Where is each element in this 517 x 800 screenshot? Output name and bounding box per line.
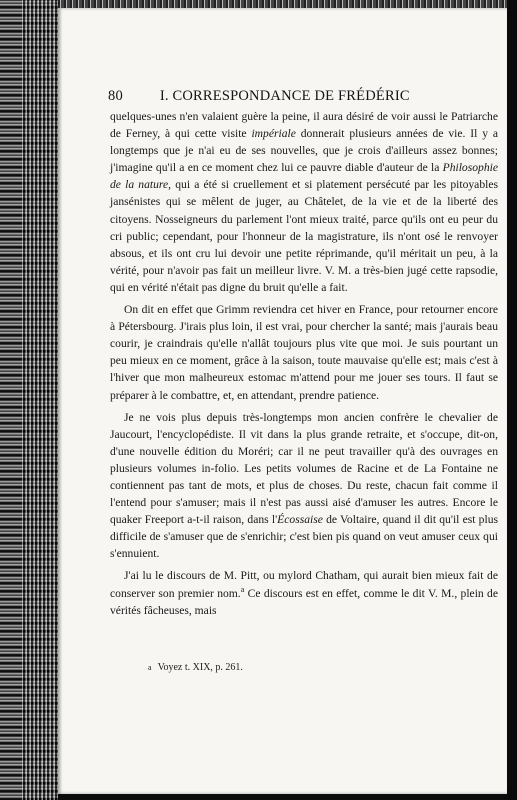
paragraph-2: On dit en effet que Grimm reviendra cet hiver en France, pour retourner encore à Pétersbourg. J'irais plus loin, il est vrai, pour chercher la santé; mais j'aurais beau courir, je craindrais qu'elle n'allât toujours plus vite que moi. Je suis pourtant un peu mieux en ce moment, grâce à la saison, toute mauvaise qu'elle est; mais c'est à l'hiver que mon malheureux estomac m'attend pour me jouer ses tours. Il faut se préparer à le combattre, et, en attendant, prendre patience.: [110, 303, 498, 402]
scan-right-edge: [507, 0, 517, 800]
footnote-text: Voyez t. XIX, p. 261.: [157, 662, 243, 673]
paragraph-3: Je ne vois plus depuis très-longtemps mon ancien confrère le chevalier de Jaucourt, l'encyclopédiste. Il vit dans la plus grande retraite, et s'occupe, dit-on, d'une nouvelle édition du Moréri; car il ne peut travailler qu'à des ouvrages en plusieurs volumes in-folio. Les petits volumes de Racine et de La Fontaine ne contiennent pas tant de mots, et plus de choses. Du reste, chacun fait comme il l'entend pour s'amuser; mais il n'est pas aussi aisé d'amuser les autres. Encore le quaker Freeport a-t-il raison, dans l'Écossaise de Voltaire, quand il dit qu'il est plus difficile de s'amuser que de s'enrichir; c'est bien pis quand on veut amuser ceux qui s'ennuient.: [110, 410, 499, 561]
running-title: I. CORRESPONDANCE DE FRÉDÉRIC: [159, 88, 410, 104]
paragraph-1: quelques-unes n'en valaient guère la peine, il aura désiré de voir aussi le Patriarche de Ferney, à qui cette visite impériale donnerait plusieurs années de vie. Il y a longtemps que je n'ai eu de ses nouvelles, que je crois d'ailleurs assez bonnes; j'imagine qu'il a en ce moment chez lui ce pauvre diable d'auteur de la Philosophie de la nature, qui a été si cruellement et si platement persécuté par les pitoyables jansénistes qui se mêlent de juger, au Châtelet, de la vie et de la liberté des citoyens. Nosseigneurs du parlement l'ont mieux traité, parce qu'ils ont eu peur du cri public; cependant, pour l'honneur de la magistrature, ils n'ont osé le renvoyer absous, et ils ont cru lui devoir une petite réprimande, qu'il méritait un peu, à la vérité, pour n'avoir pas fait un meilleur livre. V. M. a très-bien jugé cette rapsodie, qui en vérité n'était pas digne du bruit qu'elle a fait.: [110, 110, 499, 294]
page-number: 80: [108, 88, 123, 104]
footnote-reference[interactable]: a: [240, 584, 245, 594]
body-text: [110, 108, 498, 624]
book-title: Philosophie de la nature: [110, 161, 498, 192]
scan-left-edge: [0, 0, 58, 800]
scan-top-edge: [58, 0, 517, 8]
footnote: [148, 662, 243, 673]
italic-word: impériale: [251, 127, 296, 141]
footnote-marker: a: [148, 663, 152, 672]
play-title: Écossaise: [277, 513, 323, 527]
paragraph-4: J'ai lu le discours de M. Pitt, ou mylord Chatham, qui aurait bien mieux fait de conserver son premier nom.$^a$ Ce discours est en effet, comme le dit V. M., plein de vérités fâcheuses, mais: [110, 569, 498, 617]
page-header: [108, 88, 500, 105]
